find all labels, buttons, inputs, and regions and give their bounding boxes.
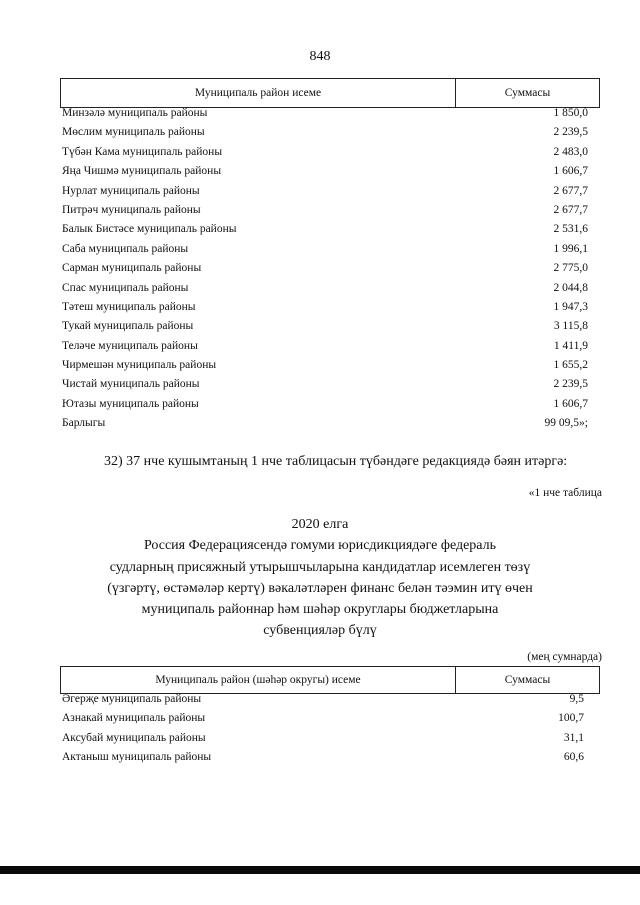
table-row [62, 337, 588, 356]
row-name: Спас муниципаль районы [62, 281, 189, 294]
row-name: Азнакай муниципаль районы [62, 712, 206, 725]
units-label: (мең сумнарда) [527, 651, 602, 663]
scan-border-bar [0, 866, 640, 874]
row-name: Балык Бистәсе муниципаль районы [62, 223, 237, 236]
table1-body [62, 104, 588, 434]
table-row [62, 259, 588, 278]
row-name: Тукай муниципаль районы [62, 320, 194, 333]
row-amount: 1 947,3 [553, 300, 588, 313]
row-name: Сарман муниципаль районы [62, 262, 202, 275]
table-number-label: «1 нче таблица [528, 487, 602, 499]
row-name: Минзәлә муниципаль районы [62, 107, 208, 119]
row-amount: 1 606,7 [553, 165, 588, 178]
row-name: Теләче муниципаль районы [62, 339, 198, 352]
row-name: Түбән Кама муниципаль районы [62, 145, 223, 158]
table-row [62, 220, 588, 239]
row-amount: 60,6 [563, 751, 584, 764]
table-row [62, 201, 588, 220]
heading-line: судларның присяжный утырышчыларына кандидатлар исемлеген төзү [109, 559, 531, 575]
table-row [62, 375, 588, 394]
row-name: Ютазы муниципаль районы [62, 397, 199, 410]
table-row [62, 709, 584, 728]
table-row [62, 240, 588, 259]
row-name: Чирмешән муниципаль районы [62, 359, 217, 372]
amendment-paragraph: 32) 37 нче кушымтаның 1 нче таблицасын түбәндәге редакциядә бәян итәргә: [104, 454, 568, 469]
row-amount: 2 531,6 [553, 223, 588, 236]
row-name: Әгерҗе муниципаль районы [62, 693, 202, 705]
heading-line: муниципаль районнар һәм шәһәр округлары бюджетларына [141, 602, 499, 618]
row-amount: 2 239,5 [553, 378, 588, 391]
row-amount: 31,1 [563, 731, 584, 744]
row-amount: 2 677,7 [553, 184, 588, 197]
table-row [62, 298, 588, 317]
table2-header-amount: Суммасы [504, 674, 551, 686]
row-amount: 2 775,0 [553, 262, 588, 275]
row-name: Мөслим муниципаль районы [62, 126, 205, 139]
row-amount: 2 483,0 [553, 145, 588, 158]
table-row [62, 279, 588, 298]
table-row [62, 143, 588, 162]
row-amount: 1 606,7 [553, 397, 588, 410]
heading-line: Россия Федерациясендә гомуми юрисдикциядәге федераль [143, 538, 497, 554]
row-name: Аксубай муниципаль районы [62, 731, 206, 744]
row-amount: 100,7 [558, 712, 584, 725]
table-row [62, 123, 588, 142]
table-row [62, 395, 588, 414]
table-row [62, 729, 584, 748]
row-name: Питрәч муниципаль районы [62, 203, 201, 216]
page-number: 848 [309, 49, 331, 64]
table-heading [95, 514, 545, 642]
row-name: Барлыгы [62, 417, 106, 430]
row-amount: 2 239,5 [553, 126, 588, 139]
table1-header-name-cell [61, 79, 456, 107]
table-row [62, 748, 584, 767]
table-row [62, 162, 588, 181]
row-name: Тәтеш муниципаль районы [62, 300, 196, 313]
table1-header-name: Муниципаль район исеме [194, 87, 322, 99]
row-amount: 1 411,9 [553, 339, 588, 352]
row-name: Актаныш муниципаль районы [62, 751, 212, 764]
row-name: Нурлат муниципаль районы [62, 184, 200, 197]
table-row [62, 317, 588, 336]
row-amount: 3 115,8 [553, 320, 588, 333]
row-name: Саба муниципаль районы [62, 242, 189, 255]
table1-header-amount: Суммасы [504, 87, 551, 99]
row-amount: 99 09,5»; [544, 417, 588, 430]
row-name: Чистай муниципаль районы [62, 378, 200, 391]
row-amount: 2 044,8 [553, 281, 588, 294]
table-row [62, 182, 588, 201]
table2-header-name: Муниципаль район (шәһәр округы) исеме [155, 674, 361, 686]
heading-line: 2020 елга [291, 517, 349, 532]
heading-line: (үзгәртү, өстәмәләр кертү) вәкаләтләрен финанс белән тәэмин итү өчен [107, 580, 533, 596]
row-amount: 2 677,7 [553, 203, 588, 216]
table-row [62, 104, 588, 123]
table-row [62, 356, 588, 375]
row-name: Яңа Чишмә муниципаль районы [62, 165, 222, 178]
row-amount: 9,5 [569, 693, 584, 705]
row-amount: 1 850,0 [553, 107, 588, 119]
heading-line: субвенцияләр бүлү [263, 623, 377, 639]
row-amount: 1 996,1 [553, 242, 588, 255]
row-amount: 1 655,2 [553, 359, 588, 372]
table2-body [62, 690, 584, 768]
table-row-total [62, 414, 588, 433]
table-row [62, 690, 584, 709]
